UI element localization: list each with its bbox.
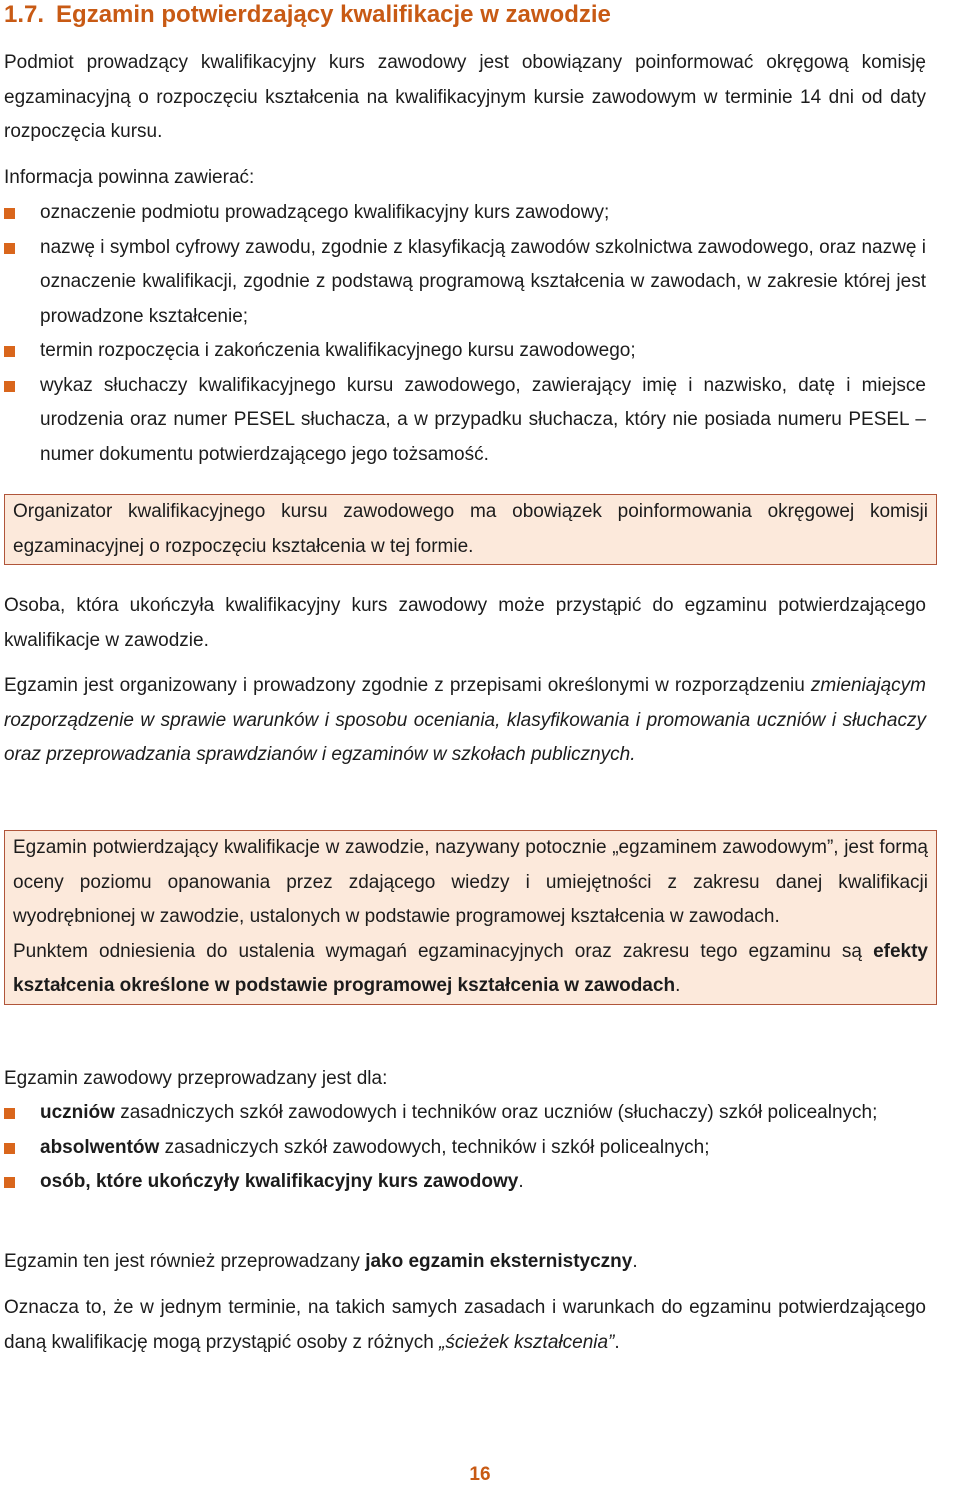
exam-lead: Egzamin zawodowy przeprowadzany jest dla: [4,1068,388,1089]
section-heading [4,0,611,30]
notice-box-organizer [4,494,937,565]
intro-paragraph: Podmiot prowadzący kwalifikacyjny kurs zawodowy jest obowiązany poinformować okręgową komisję egzaminacyjną o rozpoczęciu kształcenia na kwalifikacyjnym kursie zawodowym w terminie 14 dni od daty rozpoczęcia kursu. [4,52,926,142]
page-number: 16 [469,1464,491,1485]
list-item: nazwę i symbol cyfrowy zawodu, zgodnie z klasyfikacją zawodów szkolnictwa zawodowego, oraz nazwę i oznaczenie kwalifikacji, zgodnie z podstawą programową kształcenia w zawodach, w zakresie której jest prowadzone kształcenie; [4,231,926,335]
info-list [4,196,926,472]
section-title-text: Egzamin potwierdzający kwalifikacje w zawodzie [56,1,611,28]
paragraph-closing: Oznacza to, że w jednym terminie, na takich samych zasadach i warunkach do egzaminu potwierdzającego daną kwalifikację mogą przystąpić osoby z różnych „ścieżek kształcenia”. [4,1297,926,1353]
square-bullet-icon [4,346,15,357]
list-item: oznaczenie podmiotu prowadzącego kwalifikacyjny kurs zawodowy; [4,196,926,231]
paths-emphasis: „ścieżek kształcenia” [439,1331,615,1353]
square-bullet-icon [4,1108,15,1119]
notice-text: Organizator kwalifikacyjnego kursu zawodowego ma obowiązek poinformowania okręgowej komisji egzaminacyjnej o rozpoczęciu kształcenia w tej formie. [13,501,928,557]
regulation-title: zmieniającym rozporządzenie w sprawie warunków i sposobu oceniania, klasyfikowania i promowania uczniów i słuchaczy oraz przeprowadzania sprawdzianów i egzaminów w szkołach publicznych. [4,675,926,765]
reference-text: Punktem odniesienia do ustalenia wymagań egzaminacyjnych oraz zakresu tego egzaminu są efekty kształcenia określone w podstawie programowej kształcenia w zawodach. [13,940,928,996]
list-item: wykaz słuchaczy kwalifikacyjnego kursu zawodowego, zawierający imię i nazwisko, datę i miejsce urodzenia oraz numer PESEL słuchacza, a w przypadku słuchacza, który nie posiada numeru PESEL – numer dokumentu potwierdzającego jego tożsamość. [4,369,926,473]
notice-box-exam-definition [4,830,937,1005]
square-bullet-icon [4,208,15,219]
list-item: termin rozpoczęcia i zakończenia kwalifikacyjnego kursu zawodowego; [4,334,926,369]
paragraph-regulation: Egzamin jest organizowany i prowadzony zgodnie z przepisami określonymi w rozporządzeniu zmieniającym rozporządzenie w sprawie warunków i sposobu oceniania, klasyfikowania i promowania uczniów i słuchaczy oraz przeprowadzania sprawdzianów i egzaminów w szkołach publicznych. [4,675,926,765]
list-item: absolwentów zasadniczych szkół zawodowych, techników i szkół policealnych; [4,1131,926,1166]
square-bullet-icon [4,381,15,392]
list-item: uczniów zasadniczych szkół zawodowych i techników oraz uczniów (słuchaczy) szkół policealnych; [4,1096,926,1131]
square-bullet-icon [4,1143,15,1154]
info-lead: Informacja powinna zawierać: [4,167,255,188]
paragraph-eligibility: Osoba, która ukończyła kwalifikacyjny kurs zawodowy może przystąpić do egzaminu potwierdzającego kwalifikacje w zawodzie. [4,595,926,651]
square-bullet-icon [4,243,15,254]
learning-outcomes-emphasis: efekty kształcenia określone w podstawie programowej kształcenia w zawodach [13,940,928,996]
extern-emphasis: jako egzamin eksternistyczny [365,1251,633,1272]
square-bullet-icon [4,1177,15,1188]
definition-text: Egzamin potwierdzający kwalifikacje w zawodzie, nazywany potocznie „egzaminem zawodowym”, jest formą oceny poziomu opanowania przez zdającego wiedzy i umiejętności z zakresu danej kwalifikacji wyodrębnionej w zawodzie, ustalonych w podstawie programowej kształcenia w zawodach. [13,837,928,927]
exam-audience-list [4,1096,926,1200]
paragraph-extern: Egzamin ten jest również przeprowadzany jako egzamin eksternistyczny. [4,1251,638,1272]
list-item: osób, które ukończyły kwalifikacyjny kurs zawodowy. [4,1165,926,1200]
section-number: 1.7. [4,1,45,28]
